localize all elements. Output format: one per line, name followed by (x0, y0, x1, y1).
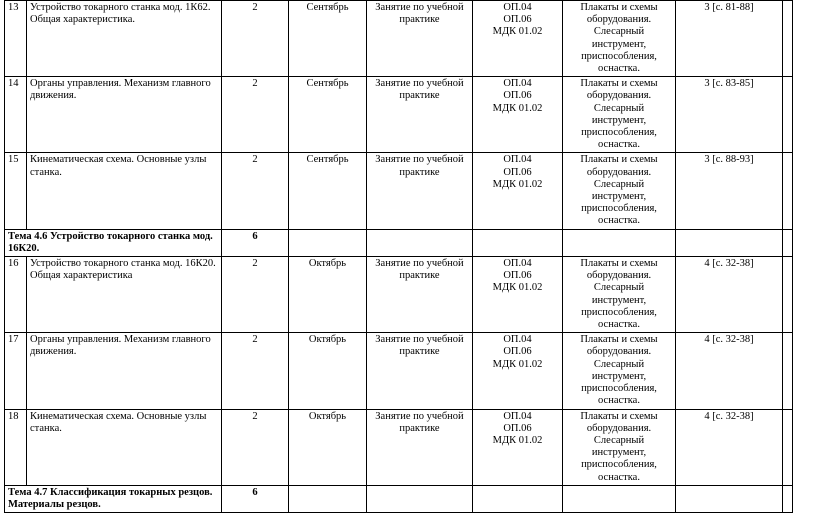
lesson-type-cell (367, 153, 473, 229)
table-row (5, 409, 793, 485)
equipment-line: Слесарный (593, 178, 645, 190)
lesson-topic: Кинематическая схема. Основные узлы станка. (30, 154, 207, 178)
lesson-topic: Органы управления. Механизм главного движения. (30, 334, 211, 358)
equipment-line: оборудования. (586, 270, 652, 282)
lesson-type: Занятие по учебной практике (375, 154, 464, 178)
empty-cell (367, 229, 473, 256)
equipment-line: Слесарный (593, 26, 645, 38)
lesson-number: 17 (8, 334, 19, 346)
equipment-line: приспособления, (581, 459, 657, 471)
equipment-line: оборудования. (586, 14, 652, 26)
lesson-topic-cell (27, 333, 222, 409)
lesson-type-cell (367, 257, 473, 333)
lesson-type-cell (367, 409, 473, 485)
link-item: ОП.04 (503, 154, 532, 166)
topic-title-cell (5, 485, 222, 512)
equipment-line: Плакаты и схемы (580, 334, 658, 346)
topic-hours: 6 (252, 230, 258, 242)
curriculum-table (4, 0, 793, 513)
link-item: ОП.06 (503, 90, 532, 102)
link-item: МДК 01.02 (492, 282, 543, 294)
empty-cell (367, 485, 473, 512)
month: Октябрь (308, 258, 347, 270)
equipment-cell (563, 1, 676, 77)
equipment-line: Плакаты и схемы (580, 2, 658, 13)
hours: 2 (252, 334, 258, 346)
hours-cell (222, 409, 289, 485)
empty-cell (563, 485, 676, 512)
hours: 2 (252, 154, 258, 166)
equipment-line: приспособления, (581, 306, 657, 318)
equipment-line: приспособления, (581, 50, 657, 62)
equipment-cell (563, 153, 676, 229)
lesson-number: 18 (8, 410, 19, 422)
lesson-number: 13 (8, 2, 19, 13)
equipment-line: оборудования. (586, 422, 652, 434)
equipment-line: инструмент, (591, 370, 647, 382)
equipment-line: оснастка. (598, 139, 640, 151)
table-row (5, 257, 793, 333)
reference: 4 [с. 32-38] (704, 410, 754, 422)
lesson-topic-cell (27, 257, 222, 333)
link-item: МДК 01.02 (492, 434, 543, 446)
lesson-number: 15 (8, 154, 19, 166)
lesson-type-cell (367, 77, 473, 153)
equipment-line: Слесарный (593, 282, 645, 294)
lesson-type: Занятие по учебной практике (375, 2, 464, 26)
empty-cell (289, 229, 367, 256)
topic-hours: 6 (252, 486, 258, 498)
equipment-line: инструмент, (591, 191, 647, 203)
month-cell (289, 77, 367, 153)
empty-cell (783, 485, 793, 512)
equipment-line: Плакаты и схемы (580, 154, 658, 166)
lesson-topic-cell (27, 153, 222, 229)
lesson-topic: Устройство токарного станка мод. 16К20. Общая характеристика (30, 258, 216, 282)
link-item: МДК 01.02 (492, 26, 543, 38)
equipment-line: инструмент, (591, 38, 647, 50)
empty-cell (473, 485, 563, 512)
lesson-topic-cell (27, 1, 222, 77)
lesson-type: Занятие по учебной практике (375, 334, 464, 358)
equipment-line: оборудования. (586, 166, 652, 178)
lesson-number-cell (5, 257, 27, 333)
reference-cell (676, 153, 783, 229)
links-cell (473, 1, 563, 77)
empty-cell (783, 409, 793, 485)
month: Сентябрь (306, 154, 349, 166)
reference: 3 [с. 83-85] (704, 78, 754, 90)
equipment-line: Слесарный (593, 358, 645, 370)
equipment-line: оборудования. (586, 346, 652, 358)
lesson-type: Занятие по учебной практике (375, 78, 464, 102)
empty-cell (676, 229, 783, 256)
link-item: ОП.04 (503, 78, 532, 90)
equipment-line: приспособления, (581, 203, 657, 215)
link-item: МДК 01.02 (492, 358, 543, 370)
reference-cell (676, 333, 783, 409)
equipment-line: оснастка. (598, 215, 640, 227)
equipment-line: оснастка. (598, 471, 640, 483)
hours-cell (222, 153, 289, 229)
table-row (5, 153, 793, 229)
month-cell (289, 333, 367, 409)
reference-cell (676, 409, 783, 485)
equipment-cell (563, 77, 676, 153)
lesson-type: Занятие по учебной практике (375, 258, 464, 282)
equipment-line: Плакаты и схемы (580, 258, 658, 270)
links-cell (473, 153, 563, 229)
equipment-line: инструмент, (591, 447, 647, 459)
empty-cell (783, 77, 793, 153)
topic-row (5, 485, 793, 512)
hours-cell (222, 333, 289, 409)
equipment-line: оснастка. (598, 63, 640, 75)
equipment-line: оснастка. (598, 319, 640, 331)
hours-cell (222, 1, 289, 77)
link-item: ОП.04 (503, 334, 532, 346)
lesson-topic: Кинематическая схема. Основные узлы станка. (30, 410, 207, 434)
hours: 2 (252, 2, 258, 13)
hours: 2 (252, 258, 258, 270)
lesson-topic: Устройство токарного станка мод. 1К62. Общая характеристика. (30, 2, 211, 26)
reference-cell (676, 77, 783, 153)
hours: 2 (252, 410, 258, 422)
lesson-number: 14 (8, 78, 19, 90)
equipment-line: оснастка. (598, 395, 640, 407)
link-item: ОП.06 (503, 166, 532, 178)
link-item: МДК 01.02 (492, 178, 543, 190)
lesson-number-cell (5, 333, 27, 409)
table-row (5, 1, 793, 77)
empty-cell (563, 229, 676, 256)
empty-cell (676, 485, 783, 512)
reference-cell (676, 1, 783, 77)
topic-title: Тема 4.7 Классификация токарных резцов. Материалы резцов. (8, 486, 213, 510)
reference: 4 [с. 32-38] (704, 334, 754, 346)
lesson-topic-cell (27, 77, 222, 153)
equipment-line: Слесарный (593, 434, 645, 446)
hours: 2 (252, 78, 258, 90)
lesson-topic: Органы управления. Механизм главного движения. (30, 78, 211, 102)
empty-cell (289, 485, 367, 512)
month: Сентябрь (306, 78, 349, 90)
lesson-number-cell (5, 153, 27, 229)
links-cell (473, 257, 563, 333)
link-item: ОП.04 (503, 410, 532, 422)
topic-title: Тема 4.6 Устройство токарного станка мод. 16К20. (8, 230, 213, 254)
link-item: ОП.06 (503, 14, 532, 26)
lesson-type-cell (367, 1, 473, 77)
empty-cell (783, 1, 793, 77)
lesson-topic-cell (27, 409, 222, 485)
equipment-line: инструмент, (591, 114, 647, 126)
empty-cell (783, 153, 793, 229)
equipment-line: Плакаты и схемы (580, 410, 658, 422)
equipment-cell (563, 409, 676, 485)
lesson-number-cell (5, 77, 27, 153)
month-cell (289, 153, 367, 229)
link-item: ОП.06 (503, 422, 532, 434)
empty-cell (473, 229, 563, 256)
reference: 4 [с. 32-38] (704, 258, 754, 270)
link-item: ОП.04 (503, 258, 532, 270)
table-row (5, 333, 793, 409)
lesson-number-cell (5, 409, 27, 485)
equipment-line: инструмент, (591, 294, 647, 306)
link-item: МДК 01.02 (492, 102, 543, 114)
equipment-line: приспособления, (581, 383, 657, 395)
month-cell (289, 1, 367, 77)
topic-title-cell (5, 229, 222, 256)
lesson-type-cell (367, 333, 473, 409)
month: Октябрь (308, 410, 347, 422)
lesson-number: 16 (8, 258, 19, 270)
table-row (5, 77, 793, 153)
link-item: ОП.06 (503, 270, 532, 282)
empty-cell (783, 229, 793, 256)
reference-cell (676, 257, 783, 333)
hours-cell (222, 77, 289, 153)
topic-hours-cell (222, 485, 289, 512)
equipment-cell (563, 257, 676, 333)
equipment-line: Плакаты и схемы (580, 78, 658, 90)
month-cell (289, 257, 367, 333)
equipment-line: приспособления, (581, 127, 657, 139)
link-item: ОП.04 (503, 2, 532, 13)
equipment-line: Слесарный (593, 102, 645, 114)
empty-cell (783, 333, 793, 409)
lesson-type: Занятие по учебной практике (375, 410, 464, 434)
hours-cell (222, 257, 289, 333)
links-cell (473, 333, 563, 409)
reference: 3 [с. 88-93] (704, 154, 754, 166)
equipment-line: оборудования. (586, 90, 652, 102)
links-cell (473, 409, 563, 485)
reference: 3 [с. 81-88] (704, 2, 754, 13)
month: Сентябрь (306, 2, 349, 13)
link-item: ОП.06 (503, 346, 532, 358)
lesson-number-cell (5, 1, 27, 77)
month: Октябрь (308, 334, 347, 346)
equipment-cell (563, 333, 676, 409)
links-cell (473, 77, 563, 153)
topic-hours-cell (222, 229, 289, 256)
month-cell (289, 409, 367, 485)
topic-row (5, 229, 793, 256)
empty-cell (783, 257, 793, 333)
